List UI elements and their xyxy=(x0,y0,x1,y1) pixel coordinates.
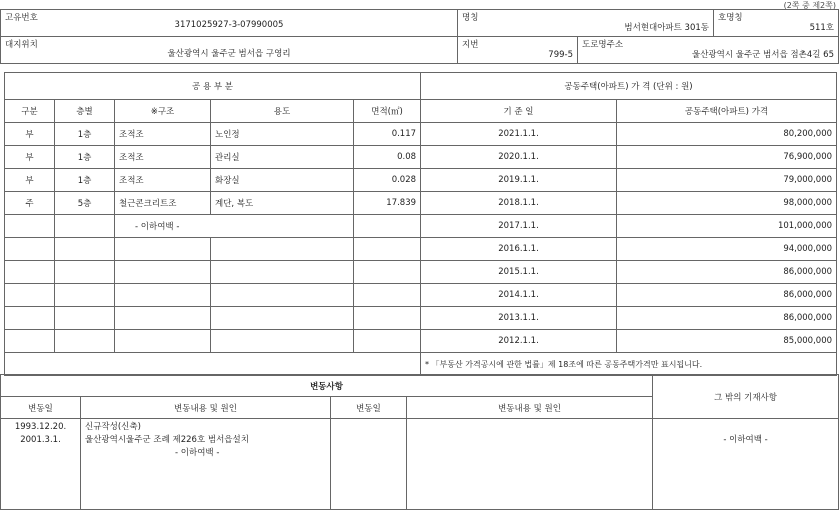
building-name: 범서현대아파트 301동 xyxy=(624,23,709,33)
unit-cell: 호명칭 511호 xyxy=(714,10,839,37)
col-header: 공동주택(아파트) 가격 xyxy=(617,100,837,123)
site-cell: 대지위치 울산광역시 울주군 범서읍 구영리 xyxy=(1,37,458,64)
col-header: 기 준 일 xyxy=(421,100,617,123)
col-header: ※구조 xyxy=(115,100,211,123)
table-row: 부 1층 조적조 노인정 0.117 xyxy=(5,123,421,146)
table-row: 2018.1.1. 98,000,000 xyxy=(421,192,837,215)
page-number-note: (2쪽 중 제2쪽) xyxy=(783,1,836,10)
road-address: 울산광역시 울주군 범서읍 점촌4길 65 xyxy=(692,50,834,60)
price-title: 공동주택(아파트) 가 격 (단위 : 원) xyxy=(421,73,837,100)
name-cell: 명칭 범서현대아파트 301동 xyxy=(458,10,714,37)
road-cell: 도로명주소 울산광역시 울주군 범서읍 점촌4길 65 xyxy=(578,37,839,64)
change-dates: 1993.12.20. 2001.3.1. xyxy=(1,419,81,510)
apartment-price-table xyxy=(420,72,837,376)
header-table-2 xyxy=(0,36,839,64)
col-header: 용도 xyxy=(211,100,354,123)
table-row: 2014.1.1. 86,000,000 xyxy=(421,284,837,307)
other-blank: - 이하여백 - xyxy=(653,419,839,510)
other-title: 그 밖의 기재사항 xyxy=(653,375,839,419)
col-header: 층별 xyxy=(55,100,115,123)
col-header: 변동내용 및 원인 xyxy=(81,397,331,419)
table-row: 2017.1.1. 101,000,000 xyxy=(421,215,837,238)
header-table xyxy=(0,9,839,37)
table-row: 부 1층 조적조 화장실 0.028 xyxy=(5,169,421,192)
table-row: 2019.1.1. 79,000,000 xyxy=(421,169,837,192)
table-row: 주 5층 철근콘크리트조 계단, 복도 17.839 xyxy=(5,192,421,215)
common-title: 공 용 부 분 xyxy=(5,73,421,100)
unique-id: 3171025927-3-07990005 xyxy=(174,20,284,30)
col-header: 면적(㎡) xyxy=(354,100,421,123)
table-row: 2015.1.1. 86,000,000 xyxy=(421,261,837,284)
site-location: 울산광역시 울주군 범서읍 구영리 xyxy=(167,49,291,59)
col-header: 구분 xyxy=(5,100,55,123)
col-header: 변동내용 및 원인 xyxy=(407,397,653,419)
table-row: 2021.1.1. 80,200,000 xyxy=(421,123,837,146)
col-header: 변동일 xyxy=(1,397,81,419)
table-row xyxy=(5,215,421,238)
blank-marker: - 이하여백 - xyxy=(175,448,220,458)
lot-number: 799-5 xyxy=(548,50,573,60)
price-footnote: * 「부동산 가격공시에 관한 법률」제 18조에 따른 공동주택가격만 표시됩니다. xyxy=(421,353,837,376)
table-row: 부 1층 조적조 관리실 0.08 xyxy=(5,146,421,169)
col-header: 변동일 xyxy=(331,397,407,419)
unit-name: 511호 xyxy=(809,23,834,33)
changes-table xyxy=(0,374,839,510)
common-parts-table xyxy=(4,72,421,376)
changes-title: 변동사항 xyxy=(1,375,653,397)
change-contents: 신규작성(신축) 울산광역시울주군 조례 제226호 범서읍설치 - 이하여백 - xyxy=(81,419,331,510)
table-row: 2016.1.1. 94,000,000 xyxy=(421,238,837,261)
blank-marker: - 이하여백 - xyxy=(115,215,354,238)
lot-cell: 지번 799-5 xyxy=(458,37,578,64)
id-cell: 고유번호 3171025927-3-07990005 xyxy=(1,10,458,37)
table-row: 2020.1.1. 76,900,000 xyxy=(421,146,837,169)
table-row: 2012.1.1. 85,000,000 xyxy=(421,330,837,353)
table-row: 2013.1.1. 86,000,000 xyxy=(421,307,837,330)
